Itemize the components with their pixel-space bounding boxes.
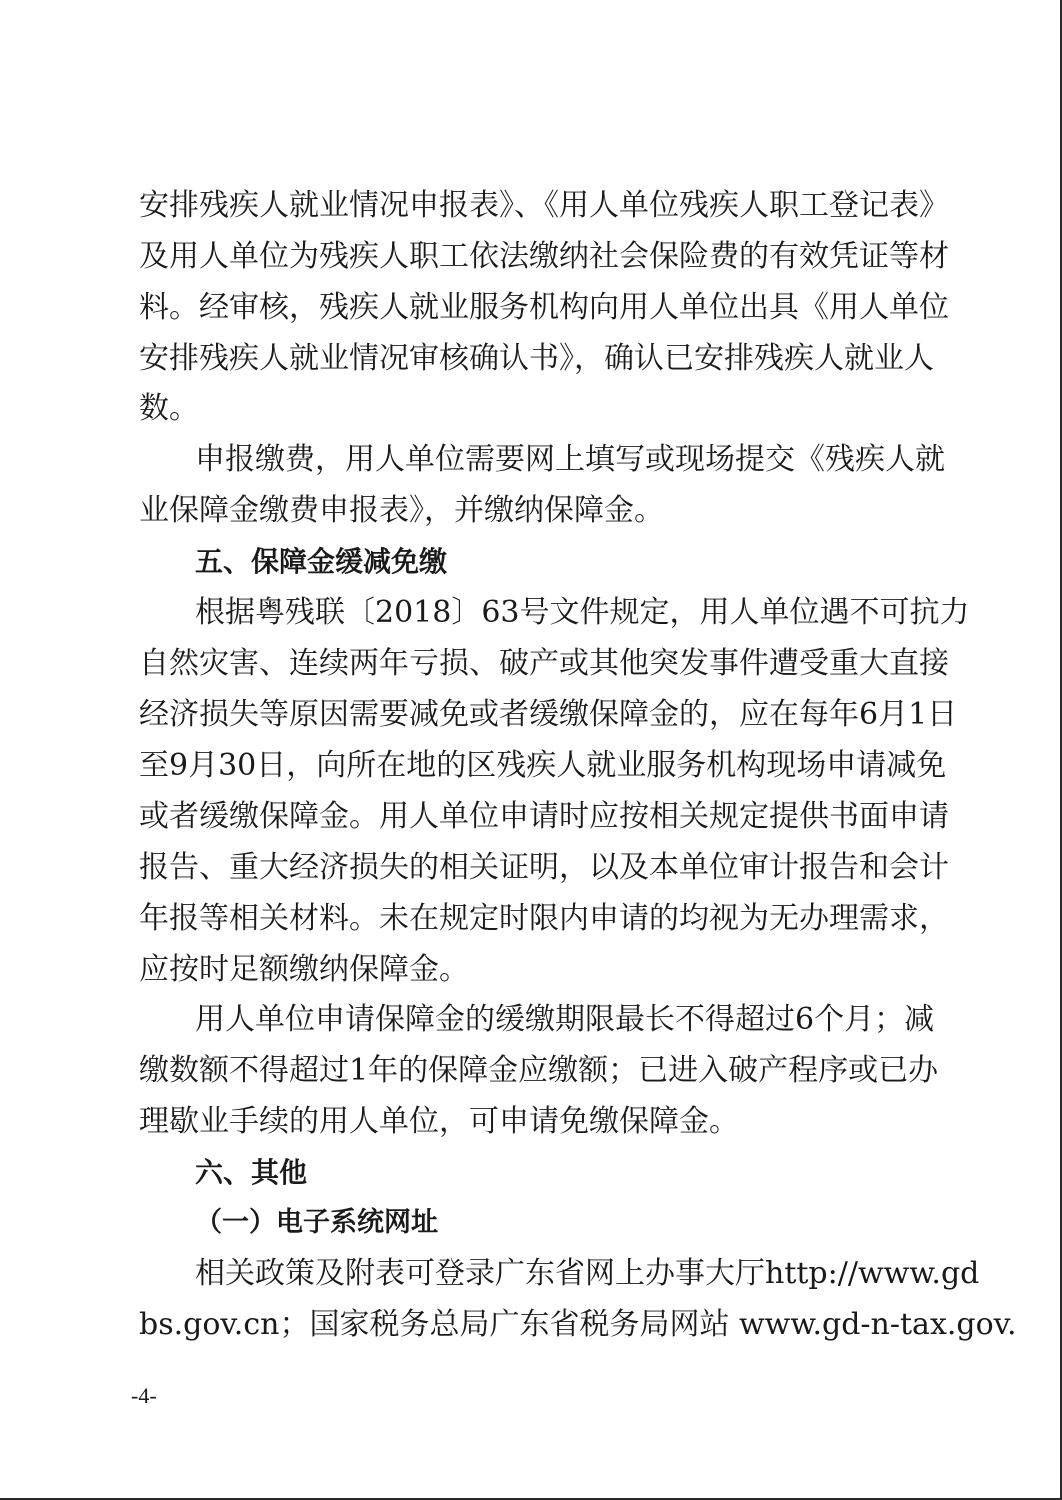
text-line-6: 申报缴费，用人单位需要网上填写或现场提交《残疾人就 [195, 442, 945, 477]
text-line-10: 自然灾害、连续两年亏损、破产或其他突发事件遭受重大直接 [139, 646, 949, 681]
text-line-2: 及用人单位为残疾人职工依法缴纳社会保险费的有效凭证等材 [139, 239, 949, 274]
text-line-7: 业保障金缴费申报表》，并缴纳保障金。 [139, 493, 664, 528]
section-heading-five: 五、保障金缓减免缴 [195, 545, 448, 578]
text-line-9: 根据粤残联〔2018〕63号文件规定，用人单位遇不可抗力 [195, 595, 970, 630]
text-line-22: 相关政策及附表可登录广东省网上办事大厅http://www.gd [195, 1256, 980, 1291]
page-number: -4- [131, 1383, 157, 1408]
text-line-4: 安排残疾人就业情况审核确认书》，确认已安排残疾人就业人 [139, 341, 934, 376]
text-line-5: 数。 [139, 391, 199, 426]
section-heading-six: 六、其他 [195, 1156, 308, 1189]
text-line-18: 缴数额不得超过1年的保障金应缴额；已进入破产程序或已办 [139, 1053, 939, 1088]
subsection-heading-one: （一）电子系统网址 [195, 1207, 438, 1238]
text-line-17: 用人单位申请保障金的缓缴期限最长不得超过6个月；减 [195, 1002, 935, 1037]
text-line-13: 或者缓缴保障金。用人单位申请时应按相关规定提供书面申请 [139, 799, 949, 834]
text-line-16: 应按时足额缴纳保障金。 [139, 952, 469, 987]
text-line-14: 报告、重大经济损失的相关证明，以及本单位审计报告和会计 [139, 850, 949, 885]
text-line-11: 经济损失等原因需要减免或者缓缴保障金的，应在每年6月1日 [139, 697, 958, 732]
text-line-15: 年报等相关材料。未在规定时限内申请的均视为无办理需求， [139, 901, 949, 936]
text-line-1: 安排残疾人就业情况申报表》、《用人单位残疾人职工登记表》 [139, 188, 949, 223]
text-line-19: 理歇业手续的用人单位，可申请免缴保障金。 [139, 1104, 739, 1139]
text-line-12: 至9月30日，向所在地的区残疾人就业服务机构现场申请减免 [139, 748, 947, 783]
text-line-23: bs.gov.cn；国家税务总局广东省税务局网站 www.gd-n-tax.gov. [139, 1307, 1017, 1342]
text-line-3: 料。经审核，残疾人就业服务机构向用人单位出具《用人单位 [139, 290, 949, 325]
